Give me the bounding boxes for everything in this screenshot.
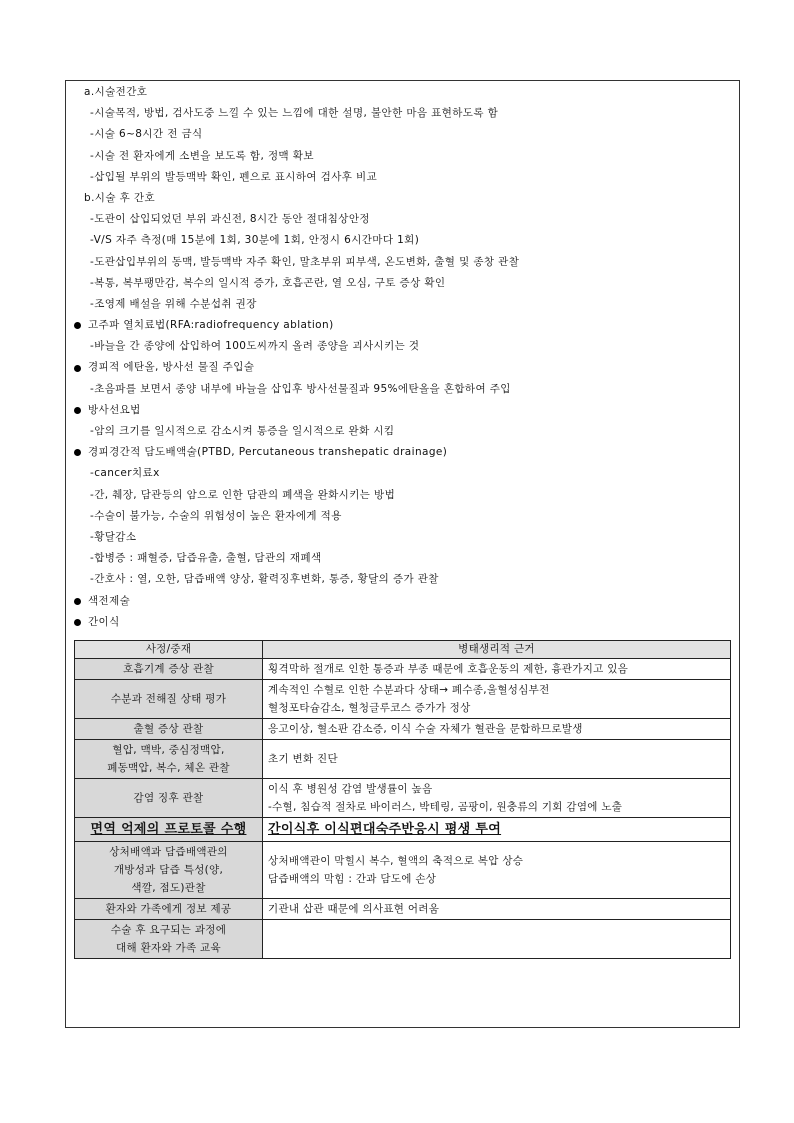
- note-text: -합병증 : 패혈증, 담즙유출, 출혈, 담관의 재폐색: [90, 552, 322, 565]
- note-line: [72, 336, 732, 357]
- assessment-text: 개방성과 담즙 특성(양,: [113, 864, 224, 876]
- table-row: [75, 719, 731, 740]
- note-text: 경피적 에탄올, 방사선 물질 주입술: [88, 361, 255, 374]
- note-text: a.시술전간호: [84, 86, 148, 98]
- note-line: [72, 421, 732, 442]
- bullet-dot-icon: [74, 365, 81, 372]
- table-row: [75, 779, 731, 818]
- rationale-cell: [263, 740, 731, 779]
- assessment-text: 대해 환자와 가족 교육: [116, 942, 221, 954]
- bullet-heading: [72, 591, 732, 612]
- note-text: -황달감소: [90, 530, 137, 543]
- note-text: 간이식: [88, 615, 120, 628]
- note-text: -간호사 : 열, 오한, 담즙배액 양상, 활력징후변화, 통증, 황달의 증가 관찰: [90, 573, 439, 586]
- rationale-cell: [263, 818, 731, 842]
- rationale-cell: [263, 659, 731, 680]
- assessment-text: 수분과 전해질 상태 평가: [110, 693, 227, 705]
- note-line: [72, 82, 732, 103]
- note-text: -조영제 배설을 위해 수분섭취 권장: [90, 297, 257, 310]
- rationale-cell: [263, 680, 731, 719]
- note-text: -시술 전 환자에게 소변을 보도록 함, 정맥 확보: [90, 149, 314, 162]
- rationale-cell: [263, 920, 731, 959]
- note-text: -초음파를 보면서 종양 내부에 바늘을 삽입후 방사선물질과 95%에탄올을 혼합하여 주입: [90, 382, 511, 395]
- rationale-text: 횡격막하 절개로 인한 통증과 부종 때문에 호흡운동의 제한, 흉관가지고 있음: [268, 663, 629, 675]
- table-row: [75, 680, 731, 719]
- bullet-dot-icon: [74, 598, 81, 605]
- note-line: [72, 188, 732, 209]
- assessment-text: 수술 후 요구되는 과정에: [110, 924, 227, 936]
- assessment-cell: [75, 779, 263, 818]
- rationale-text: 기관내 삽관 때문에 의사표현 어려움: [268, 903, 440, 915]
- note-line: [72, 124, 732, 145]
- note-line: [72, 252, 732, 273]
- rationale-text: 상처배액관이 막힐시 복수, 혈액의 축적으로 복압 상승: [268, 855, 524, 867]
- rationale-text: 계속적인 수혈로 인한 수분과다 상태→ 폐수종,울혈성심부전: [268, 684, 550, 696]
- note-line: [72, 209, 732, 230]
- rationale-text: 간이식후 이식편대숙주반응시 평생 투여: [268, 822, 502, 837]
- table-header-row: [75, 641, 731, 659]
- assessment-text: 출혈 증상 관찰: [133, 723, 204, 735]
- assessment-text: 색깔, 점도)관찰: [131, 882, 206, 894]
- note-line: [72, 379, 732, 400]
- table-row: [75, 920, 731, 959]
- bullet-dot-icon: [74, 619, 81, 626]
- assessment-text: 호흡기계 증상 관찰: [123, 663, 214, 675]
- assessment-cell: [75, 818, 263, 842]
- note-line: [72, 294, 732, 315]
- note-line: [72, 463, 732, 484]
- bullet-dot-icon: [74, 407, 81, 414]
- assessment-cell: [75, 920, 263, 959]
- rationale-text: 혈청포타슘감소, 혈청글루코스 증가가 정상: [268, 702, 471, 714]
- note-line: [72, 167, 732, 188]
- bullet-heading: [72, 357, 732, 378]
- bullet-heading: [72, 400, 732, 421]
- note-text: 고주파 열치료법(RFA:radiofrequency ablation): [88, 319, 334, 332]
- bullet-dot-icon: [74, 322, 81, 329]
- note-text: -암의 크기를 일시적으로 감소시켜 통증을 일시적으로 완화 시킴: [90, 425, 395, 437]
- note-text: 방사선요법: [88, 403, 141, 416]
- care-table: [74, 640, 731, 959]
- note-text: -V/S 자주 측정(매 15분에 1회, 30분에 1회, 안정시 6시간마다 1회): [90, 234, 420, 247]
- bullet-heading: [72, 315, 732, 336]
- note-text: b.시술 후 간호: [84, 191, 155, 204]
- rationale-cell: [263, 842, 731, 899]
- note-line: [72, 485, 732, 506]
- bullet-dot-icon: [74, 449, 81, 456]
- assessment-cell: [75, 719, 263, 740]
- note-text: -수술이 불가능, 수술의 위험성이 높은 환자에게 적용: [90, 509, 342, 522]
- assessment-text: 환자와 가족에게 정보 제공: [105, 903, 232, 915]
- note-line: [72, 230, 732, 251]
- bullet-heading: [72, 442, 732, 463]
- note-text: -복통, 복부팽만감, 복수의 일시적 증가, 호흡곤란, 열 오심, 구토 증상 확인: [90, 276, 446, 289]
- note-text: -간, 췌장, 담관등의 암으로 인한 담관의 폐색을 완화시키는 방법: [90, 488, 396, 501]
- note-line: [72, 506, 732, 527]
- rationale-cell: [263, 719, 731, 740]
- note-line: [72, 548, 732, 569]
- note-text: -시술 6~8시간 전 금식: [90, 128, 203, 141]
- assessment-text: 혈압, 맥박, 중심정맥압,: [112, 744, 225, 756]
- assessment-cell: [75, 899, 263, 920]
- rationale-text: 담즙배액의 막힘 : 간과 담도에 손상: [268, 873, 437, 885]
- note-line: [72, 103, 732, 124]
- table-row: [75, 842, 731, 899]
- assessment-text: 상처배액과 담즙배액관의: [109, 846, 228, 858]
- table-row: [75, 899, 731, 920]
- table-row: [75, 659, 731, 680]
- rationale-cell: [263, 899, 731, 920]
- note-text: 경피경간적 담도배액술(PTBD, Percutaneous transhepatic drainage): [88, 446, 448, 459]
- rationale-text: 이식 후 병원성 감염 발생률이 높음: [268, 783, 433, 795]
- assessment-cell: [75, 740, 263, 779]
- header-assessment: 사정/중재: [75, 641, 263, 659]
- note-line: [72, 527, 732, 548]
- header-rationale: 병태생리적 근거: [263, 641, 731, 659]
- nursing-notes: [72, 82, 732, 633]
- rationale-text: 초기 변화 진단: [268, 753, 338, 765]
- assessment-text: 면역 억제의 프로토콜 수행: [90, 822, 247, 837]
- note-text: -도관이 삽입되었던 부위 과신전, 8시간 동안 절대침상안정: [90, 213, 370, 226]
- assessment-cell: [75, 680, 263, 719]
- note-line: [72, 146, 732, 167]
- note-line: [72, 569, 732, 590]
- assessment-text: 폐동맥압, 복수, 체온 관찰: [107, 762, 230, 774]
- assessment-cell: [75, 659, 263, 680]
- note-line: [72, 273, 732, 294]
- note-text: -시술목적, 방법, 검사도중 느낄 수 있는 느낌에 대한 설명, 불안한 마음 표현하도록 함: [90, 107, 499, 120]
- rationale-text: -수혈, 침습적 절차로 바이러스, 박테링, 곰팡이, 원충류의 기회 감염에 노출: [268, 801, 623, 813]
- rationale-text: 응고이상, 혈소판 감소증, 이식 수술 자체가 혈관을 문합하므로발생: [268, 723, 583, 735]
- assessment-cell: [75, 842, 263, 899]
- table-row: [75, 818, 731, 842]
- note-text: -바늘을 간 종양에 삽입하여 100도씨까지 올려 종양을 괴사시키는 것: [90, 340, 420, 353]
- table-row: [75, 740, 731, 779]
- note-text: 색전제술: [88, 594, 131, 607]
- assessment-text: 감염 징후 관찰: [133, 792, 204, 804]
- rationale-cell: [263, 779, 731, 818]
- note-text: -도관삽입부위의 동맥, 발등맥박 자주 확인, 말초부위 피부색, 온도변화, 출혈 및 종창 관찰: [90, 255, 520, 268]
- note-text: -삽입될 부위의 발등맥박 확인, 펜으로 표시하여 검사후 비교: [90, 170, 378, 183]
- note-text: -cancer치료x: [90, 467, 160, 480]
- bullet-heading: [72, 612, 732, 633]
